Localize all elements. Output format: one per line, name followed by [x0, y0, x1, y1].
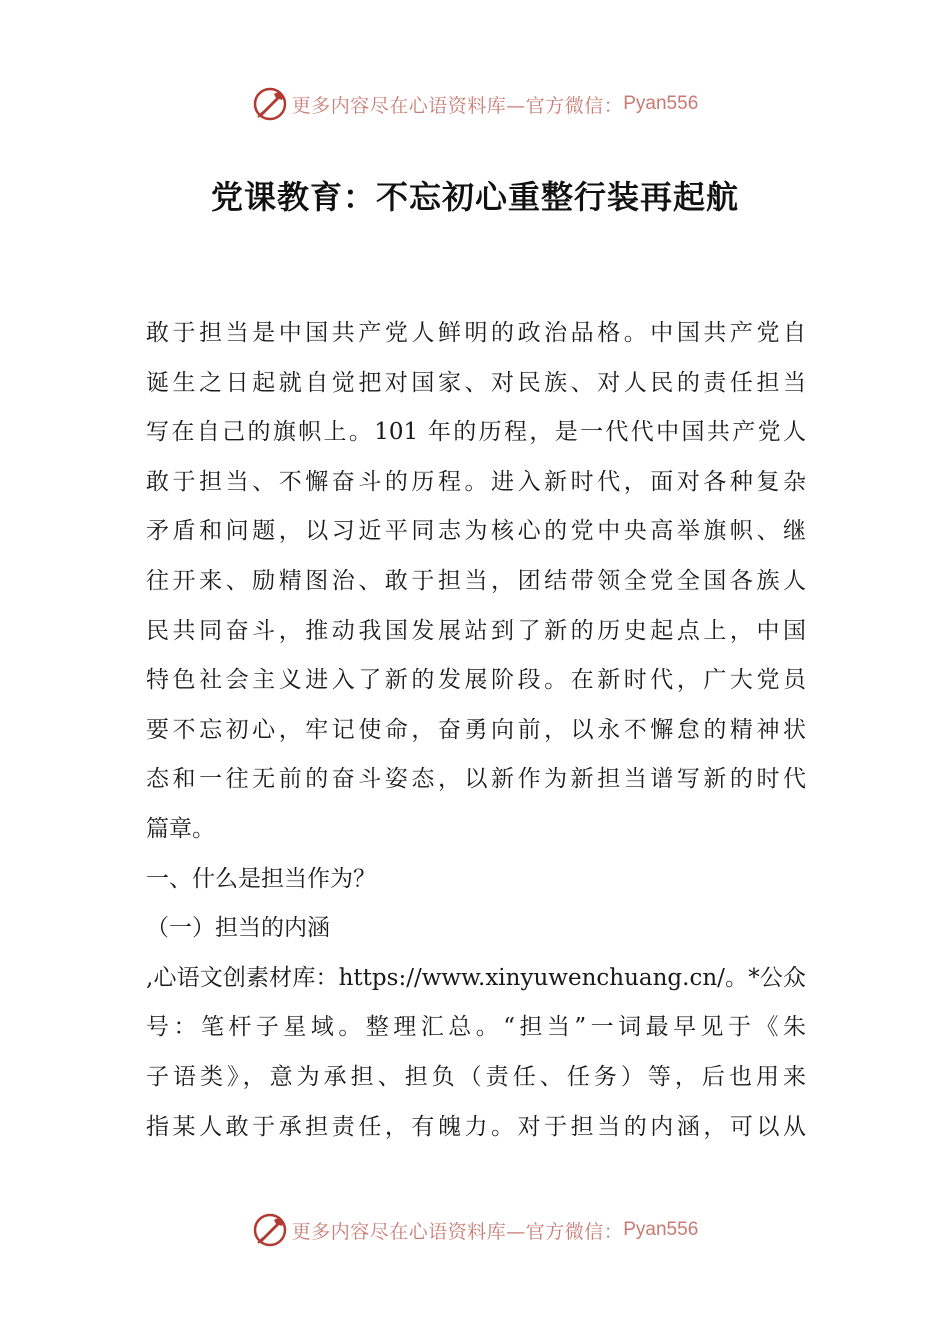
body-line: 往开来、励精图治、敢于担当，团结带领全党全国各族人: [146, 567, 806, 594]
body-line: 要不忘初心，牢记使命，奋勇向前，以永不懈怠的精神状: [146, 716, 806, 743]
body-line: 号：笔杆子星域。整理汇总。“担当”一词最早见于《朱: [146, 1014, 806, 1041]
footer-banner-text: 更多内容尽在心语资料库—官方微信：: [291, 1220, 624, 1243]
footer-banner-wechat-id: Pyan556: [623, 1219, 699, 1240]
body-line: 诞生之日起就自觉把对国家、对民族、对人民的责任担当: [146, 369, 806, 396]
footer-banner: [0, 1210, 950, 1250]
header-banner: [0, 84, 950, 124]
quill-pen-logo-icon: [252, 86, 288, 122]
body-line: 特色社会主义进入了新的发展阶段。在新时代，广大党员: [146, 667, 806, 694]
body-line: 写在自己的旗帜上。101 年的历程，是一代代中国共产党人: [146, 419, 806, 446]
body-line: 态和一往无前的奋斗姿态，以新作为新担当谱写新的时代: [146, 766, 806, 793]
body-line: 民共同奋斗，推动我国发展站到了新的历史起点上，中国: [146, 617, 806, 644]
section-heading: 一、什么是担当作为？: [146, 865, 376, 892]
subsection-heading: （一）担当的内涵: [146, 915, 330, 942]
header-banner-wechat-id: Pyan556: [623, 93, 699, 114]
body-line: 篇章。: [146, 815, 215, 842]
page-title: 党课教育：不忘初心重整行装再起航: [210, 178, 739, 216]
body-line: 敢于担当是中国共产党人鲜明的政治品格。中国共产党自: [146, 320, 806, 346]
body-line: ,心语文创素材库：https://www.xinyuwenchuang.cn/。*公众: [146, 964, 806, 991]
header-banner-text: 更多内容尽在心语资料库—官方微信：: [291, 94, 624, 117]
body-line: 矛盾和问题，以习近平同志为核心的党中央高举旗帜、继: [146, 518, 806, 545]
quill-pen-logo-icon: [252, 1212, 288, 1248]
body-line: 敢于担当、不懈奋斗的历程。进入新时代，面对各种复杂: [146, 468, 806, 495]
body-line: 子语类》，意为承担、担负（责任、任务）等，后也用来: [146, 1063, 806, 1090]
document-body: [146, 309, 806, 1152]
body-line: 指某人敢于承担责任，有魄力。对于担当的内涵，可以从: [146, 1113, 806, 1140]
